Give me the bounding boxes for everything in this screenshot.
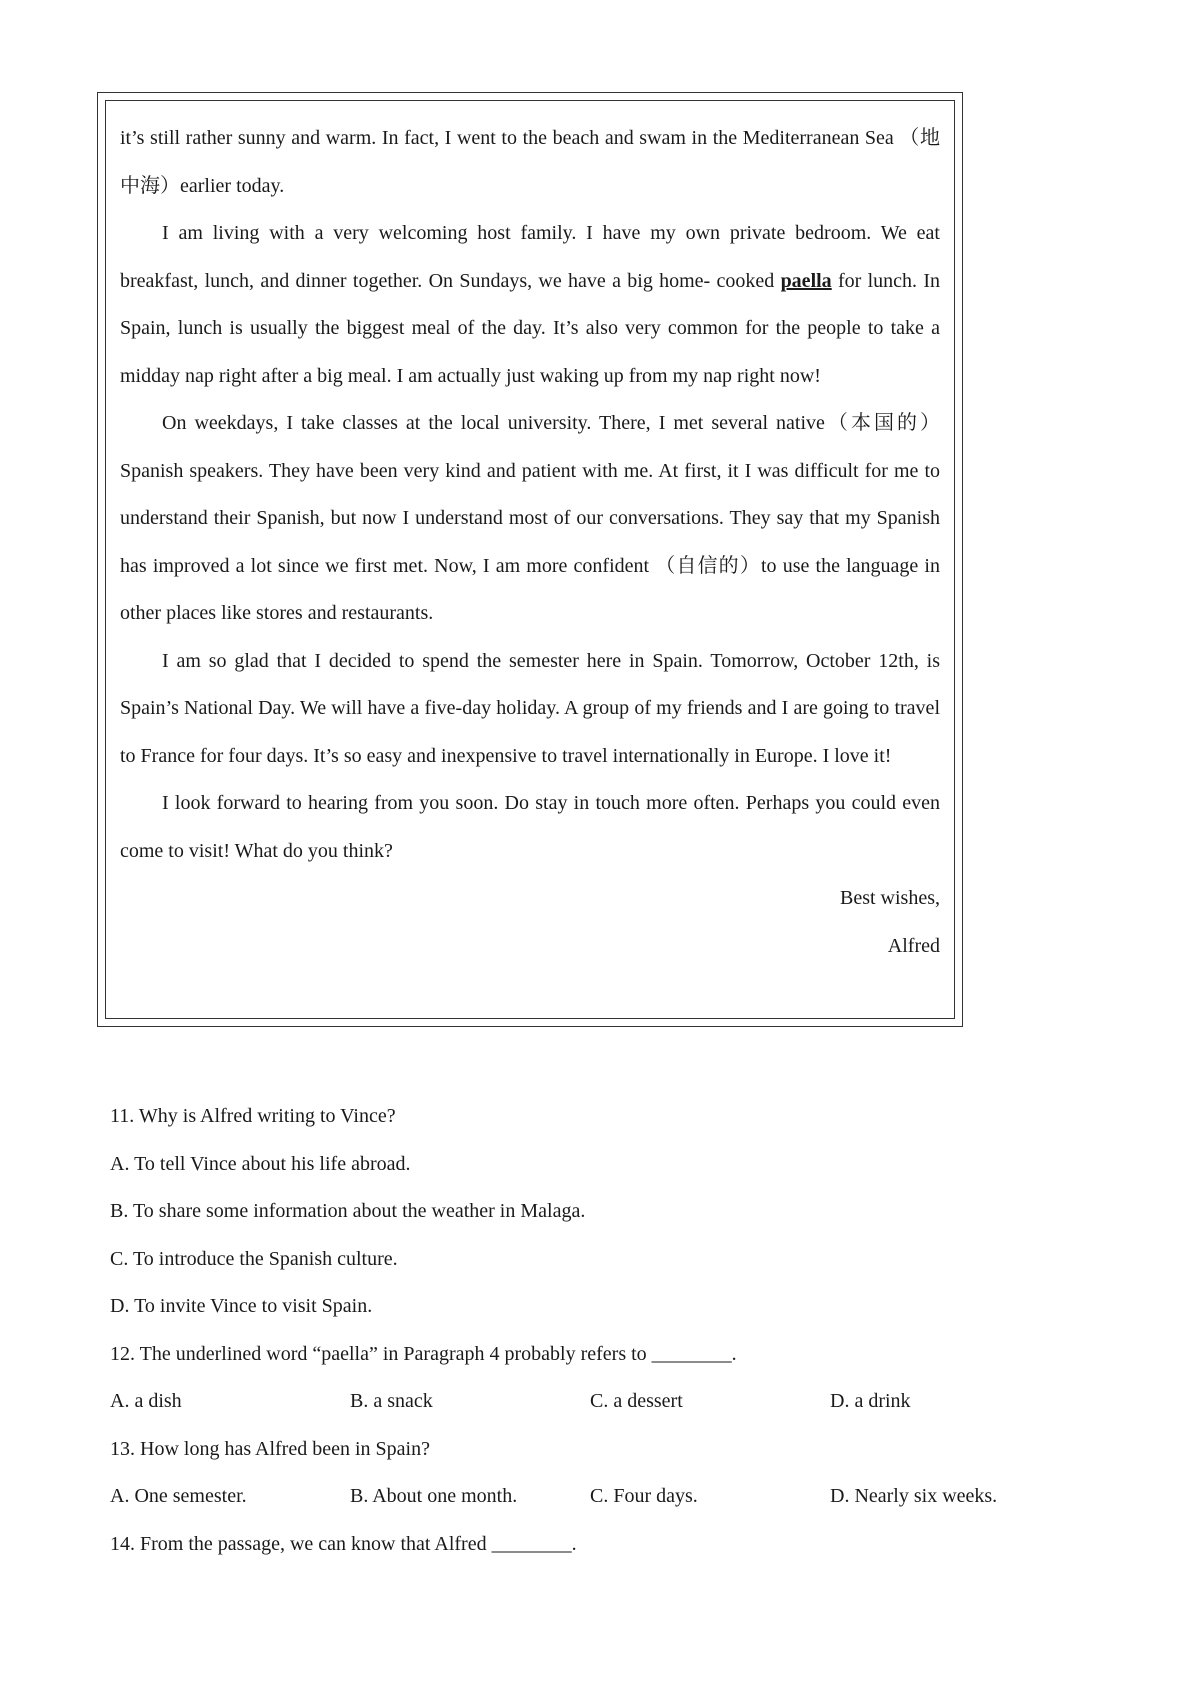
letter-signature: Alfred <box>887 934 940 957</box>
question-11-stem: 11. Why is Alfred writing to Vince? <box>110 1105 396 1127</box>
letter-closing: Best wishes, <box>840 887 940 909</box>
question-13-option-a: A. One semester. <box>110 1485 247 1507</box>
question-12-option-b: B. a snack <box>350 1390 433 1412</box>
paragraph-2-text: I am living with a very welcoming host family. I have my own private bedroom. We eat breakfast, lunch, and dinner together. On Sundays, we have a big home- cooked <box>120 222 940 292</box>
question-11-option-d: D. To invite Vince to visit Spain. <box>110 1295 373 1317</box>
question-12-option-a: A. a dish <box>110 1390 182 1412</box>
question-13-options <box>110 1473 1070 1521</box>
question-12-option-d: D. a drink <box>830 1390 911 1412</box>
underlined-word-paella: paella <box>780 269 832 292</box>
question-13-option-d: D. Nearly six weeks. <box>830 1485 998 1507</box>
question-14-stem: 14. From the passage, we can know that Alfred ________. <box>110 1532 577 1555</box>
letter-inner-border <box>105 100 955 1019</box>
letter-box <box>97 92 963 1027</box>
letter-paragraph-2 <box>120 210 940 400</box>
paragraph-2-text-end: for lunch. In Spain, lunch is usually the biggest meal of the day. It’s also very common for the people to take a midday nap right after a big meal. I am actually just waking up from my nap right now! <box>120 269 940 387</box>
question-11-option-a: A. To tell Vince about his life abroad. <box>110 1152 411 1175</box>
questions-section <box>110 1093 1070 1568</box>
question-13-option-b: B. About one month. <box>350 1485 518 1507</box>
question-11-option-c: C. To introduce the Spanish culture. <box>110 1247 398 1270</box>
letter-paragraph-1: it’s still rather sunny and warm. In fact, I went to the beach and swam in the Mediterranean Sea （地中海）earlier today. <box>120 127 940 197</box>
question-12-stem: 12. The underlined word “paella” in Paragraph 4 probably refers to ________. <box>110 1342 737 1365</box>
question-12-option-c: C. a dessert <box>590 1390 683 1412</box>
letter-text <box>120 115 940 970</box>
question-13-option-c: C. Four days. <box>590 1485 698 1507</box>
question-12-options <box>110 1378 1070 1426</box>
letter-paragraph-4: I am so glad that I decided to spend the semester here in Spain. Tomorrow, October 12th, is Spain’s National Day. We will have a five-day holiday. A group of my friends and I are going to travel to France for four days. It’s so easy and inexpensive to travel internationally in Europe. I love it! <box>120 649 940 767</box>
question-11-option-b: B. To share some information about the weather in Malaga. <box>110 1200 586 1222</box>
letter-paragraph-5: I look forward to hearing from you soon. Do stay in touch more often. Perhaps you could even come to visit! What do you think? <box>120 792 940 862</box>
letter-paragraph-3: On weekdays, I take classes at the local university. There, I met several native（本国的）Spanish speakers. They have been very kind and patient with me. At first, it I was difficult for me to understand their Spanish, but now I understand most of our conversations. They say that my Spanish has improved a lot since we first met. Now, I am more confident （自信的）to use the language in other places like stores and restaurants. <box>120 412 940 624</box>
question-13-stem: 13. How long has Alfred been in Spain? <box>110 1437 430 1460</box>
